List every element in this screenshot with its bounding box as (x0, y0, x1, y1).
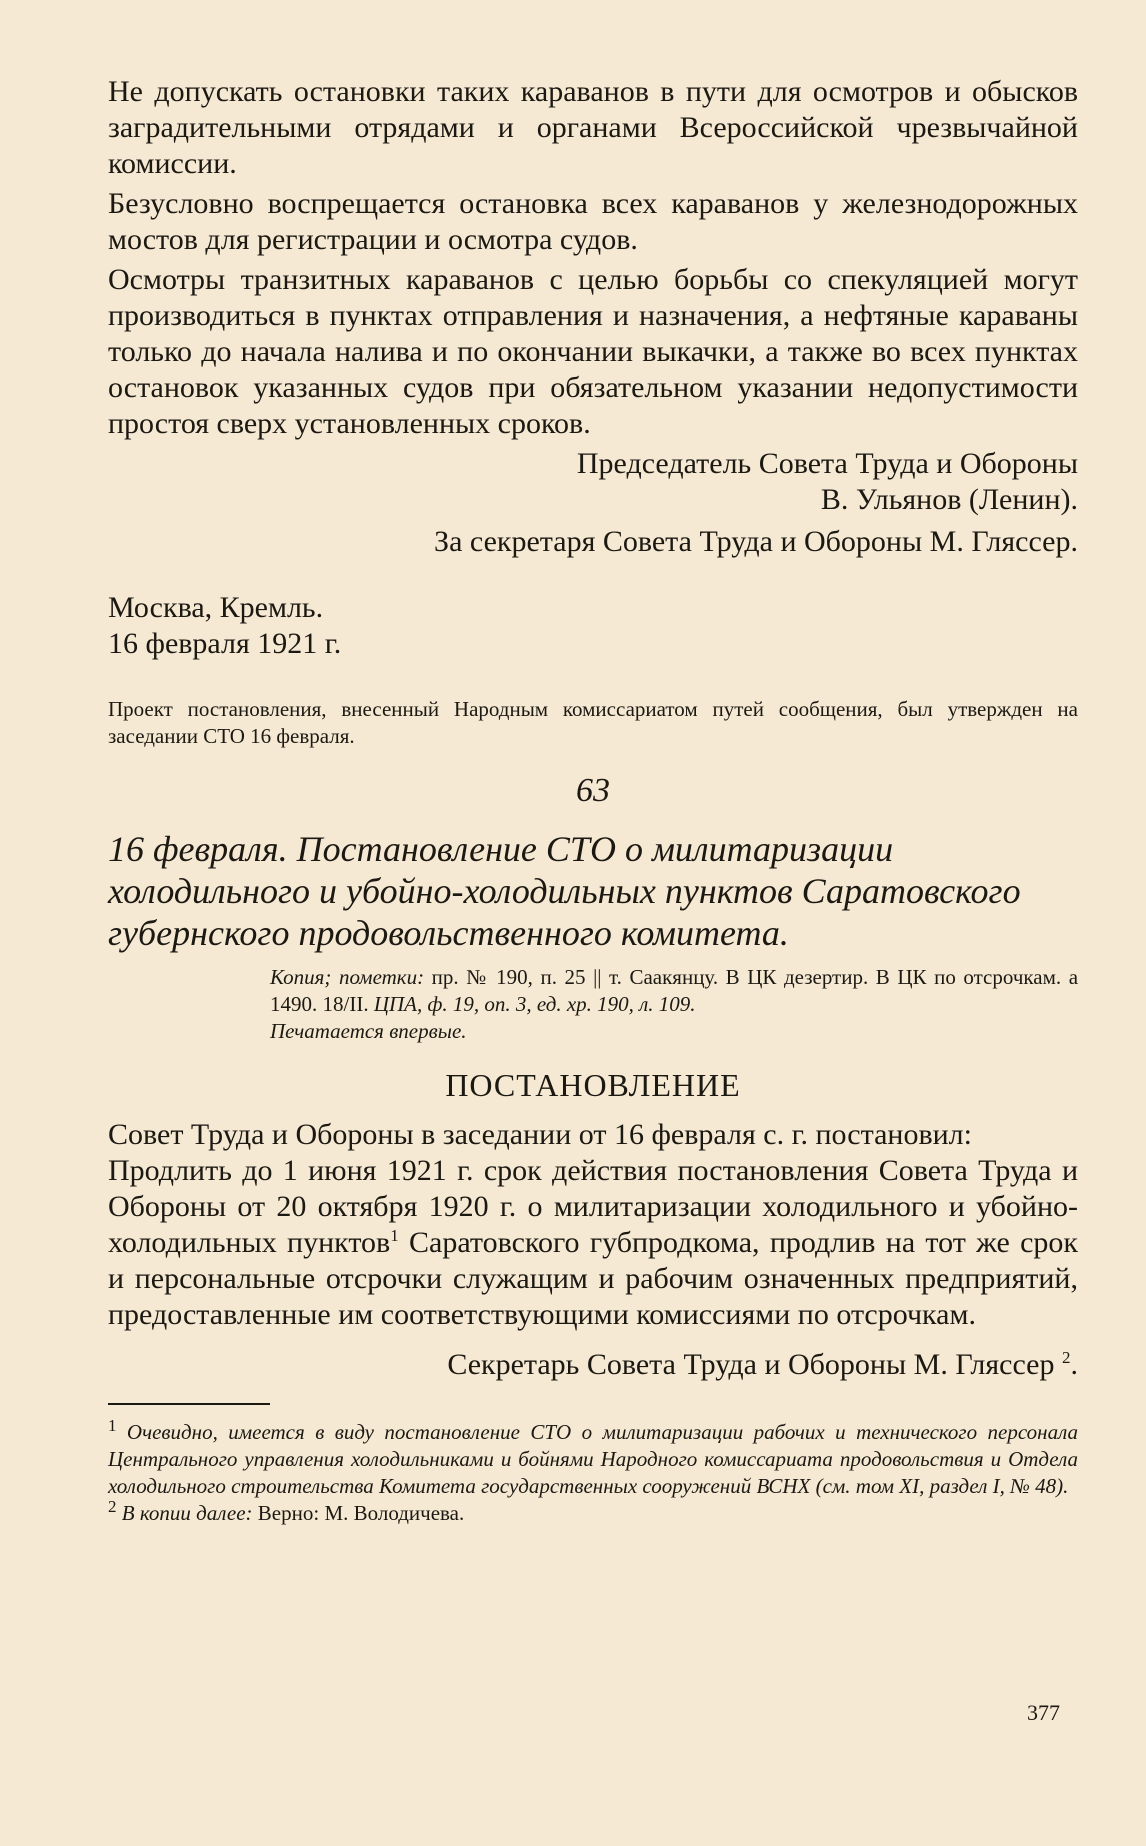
footnote-2 (108, 1497, 1078, 1527)
meta-print-status: Печатается впервые. (270, 1019, 467, 1043)
page-content (108, 74, 1078, 1527)
footnote-2-mark: 2 (108, 1497, 117, 1516)
footnote-2-text: Верно: М. Володичева. (257, 1501, 465, 1525)
signature-chairman-name: В. Ульянов (Ленин). (820, 483, 1078, 516)
footnote-divider (108, 1403, 270, 1405)
footnote-1 (108, 1416, 1078, 1500)
paragraph-inspections: Осмотры транзитных караванов с целью борьбы со спекуляцией могут производиться в пунктах отправления и назначения, а нефтяные караваны только до начала налива и по окончании выкачки, а также во всех пунктах остановок указанных судов при обязательном указании недопустимости простоя сверх установленных сроков. (108, 263, 1078, 440)
signature-chairman-title: Председатель Совета Труда и Обороны (576, 447, 1078, 480)
meta-text: пр. № 190, п. 25 || т. Саакянцу. В ЦК дезертир. В ЦК по отсрочкам. а 1490. 18/II. (270, 965, 1079, 1016)
document-heading: 16 февраля. Постановление СТО о милитаризации холодильного и убойно-холодильных пунктов Саратовского губернского продовольственного комитета. (108, 829, 1021, 953)
paragraph-session: Совет Труда и Обороны в заседании от 16 февраля с. г. постановил: (108, 1118, 972, 1151)
footnote-1-mark: 1 (108, 1416, 117, 1435)
date: 16 февраля 1921 г. (108, 627, 342, 660)
footnote-ref-2: 2 (1062, 1348, 1071, 1367)
footnote-ref-1: 1 (390, 1226, 399, 1245)
paragraph-caravans: Не допускать остановки таких караванов в пути для осмотров и обысков заградительными отрядами и органами Всероссийской чрезвычайной комиссии. (108, 75, 1078, 180)
paragraph-bridges: Безусловно воспрещается остановка всех караванов у железнодорожных мостов для регистрации и осмотра судов. (108, 187, 1078, 256)
document-number: 63 (576, 772, 610, 809)
paragraph-extension (108, 1153, 1078, 1333)
archival-metadata (270, 964, 1078, 1045)
signature-secretary: За секретаря Совета Труда и Обороны М. Гляссер. (434, 525, 1078, 558)
resolution-title: ПОСТАНОВЛЕНИЕ (445, 1067, 741, 1103)
extension-text-b: Саратовского губпродкома, продлив на тот же срок и персональные отсрочки служащим и рабочим означенных предприятий, предоставленные им соответствующими комиссиями по отсрочкам. (108, 1226, 1079, 1331)
meta-source: ЦПА, ф. 19, оп. 3, ед. хр. 190, л. 109. (373, 992, 696, 1016)
editorial-note: Проект постановления, внесенный Народным комиссариатом путей сообщения, был утвержден на заседании СТО 16 февраля. (108, 697, 1078, 748)
page-number: 377 (1027, 1700, 1060, 1725)
footnote-1-text: Очевидно, имеется в виду постановление СТО о милитаризации рабочих и технического персонала Центрального управления холодильниками и бойнями Народного комиссариата продовольствия и Отдела холодильного строительства Комитета государственных сооружений ВСНХ (см. том XI, раздел I, № 48). (108, 1420, 1078, 1498)
meta-label: Копия; пометки: (270, 965, 425, 989)
footnote-2-label: В копии далее: (121, 1501, 253, 1525)
signature-secretary-glasser: Секретарь Совета Труда и Обороны М. Гляссер $^2$. (447, 1348, 1078, 1381)
signature-text: Секретарь Совета Труда и Обороны М. Гляссер (447, 1348, 1055, 1381)
place: Москва, Кремль. (108, 591, 324, 624)
extension-text-a: Продлить до 1 июня 1921 г. срок действия постановления Совета Труда и Обороны от 20 октября 1920 г. о милитаризации холодильного и убойно-холодильных пунктов (108, 1154, 1078, 1259)
